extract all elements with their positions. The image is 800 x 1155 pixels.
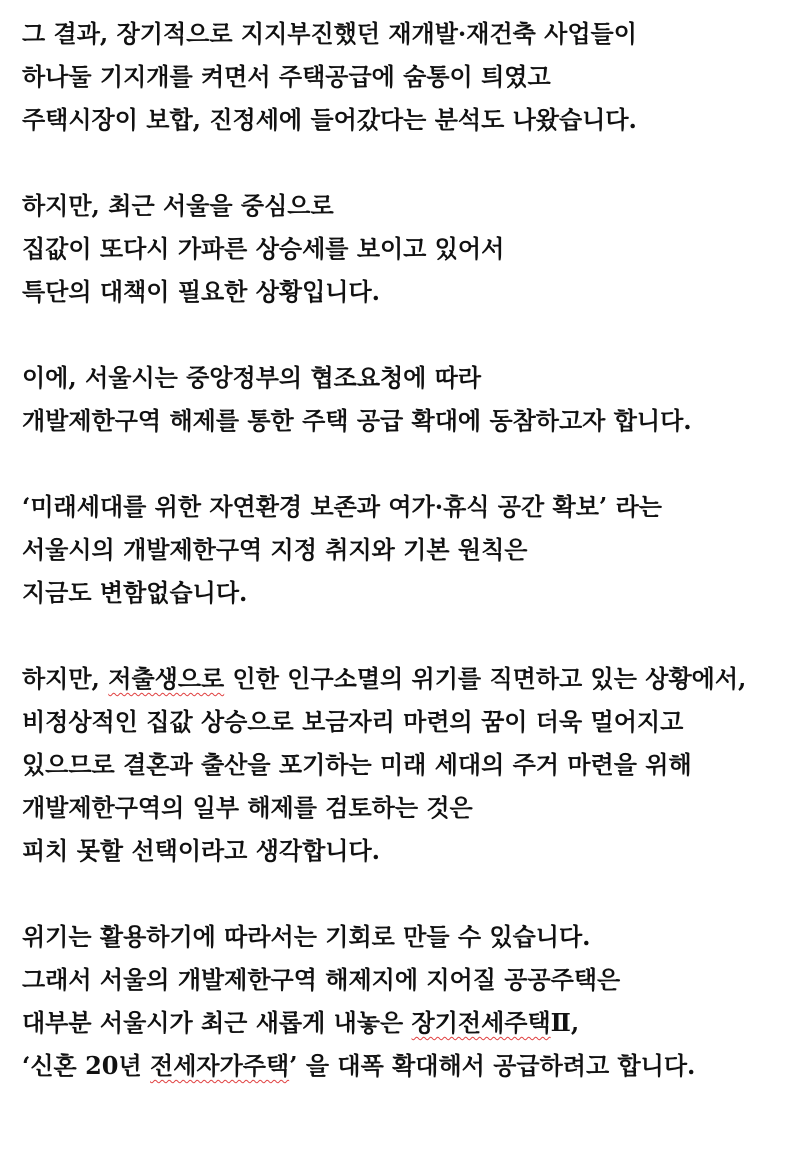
text-line	[22, 786, 798, 829]
paragraph-spacer	[22, 872, 798, 915]
text-run: Ⅱ,	[550, 1008, 580, 1037]
text-line	[22, 55, 798, 98]
text-run: 그 결과, 장기적으로 지지부진했던 재개발·재건축 사업들이	[22, 19, 637, 48]
text-run: 피치 못할 선택이라고 생각합니다.	[22, 836, 380, 865]
text-run: 하나둘 기지개를 켜면서 주택공급에 숨통이 틔였고	[22, 62, 551, 91]
text-run: 인한 인구소멸의 위기를 직면하고 있는 상황에서,	[224, 664, 747, 693]
text-line	[22, 829, 798, 872]
text-run: ’ 을 대폭 확대해서 공급하려고 합니다.	[289, 1051, 696, 1080]
text-run: 하지만, 최근 서울을 중심으로	[22, 191, 334, 220]
text-run: 비정상적인 집값 상승으로 보금자리 마련의 꿈이 더욱 멀어지고	[22, 707, 684, 736]
text-run: 집값이 또다시 가파른 상승세를 보이고 있어서	[22, 234, 505, 263]
paragraph	[22, 657, 798, 872]
text-line	[22, 1044, 798, 1087]
spellcheck-flagged-word: 장기전세주택	[411, 1008, 551, 1037]
paragraph-spacer	[22, 313, 798, 356]
text-line	[22, 571, 798, 614]
text-run: ‘신혼 20년	[22, 1051, 151, 1080]
text-line	[22, 1001, 798, 1044]
text-line	[22, 915, 798, 958]
text-run: 위기는 활용하기에 따라서는 기회로 만들 수 있습니다.	[22, 922, 591, 951]
document-body	[22, 12, 798, 1087]
text-run: 주택시장이 보합, 진정세에 들어갔다는 분석도 나왔습니다.	[22, 105, 637, 134]
text-run: 대부분 서울시가 최근 새롭게 내놓은	[22, 1008, 412, 1037]
spellcheck-flagged-word: 전세자가주택	[150, 1051, 290, 1080]
text-line	[22, 528, 798, 571]
text-line	[22, 399, 798, 442]
text-run: 특단의 대책이 필요한 상황입니다.	[22, 277, 380, 306]
text-line	[22, 184, 798, 227]
text-run: 서울시의 개발제한구역 지정 취지와 기본 원칙은	[22, 535, 528, 564]
text-run: 하지만,	[22, 664, 109, 693]
paragraph-spacer	[22, 614, 798, 657]
text-run: ‘미래세대를 위한 자연환경 보존과 여가·휴식 공간 확보’ 라는	[22, 492, 662, 521]
text-run: 있으므로 결혼과 출산을 포기하는 미래 세대의 주거 마련을 위해	[22, 750, 692, 779]
text-line	[22, 743, 798, 786]
text-run: 이에, 서울시는 중앙정부의 협조요청에 따라	[22, 363, 482, 392]
text-run: 개발제한구역의 일부 해제를 검토하는 것은	[22, 793, 473, 822]
paragraph	[22, 485, 798, 614]
text-run: 지금도 변함없습니다.	[22, 578, 248, 607]
paragraph	[22, 184, 798, 313]
text-line	[22, 227, 798, 270]
paragraph	[22, 356, 798, 442]
paragraph-spacer	[22, 442, 798, 485]
text-line	[22, 270, 798, 313]
spellcheck-flagged-word: 저출생으로	[108, 664, 225, 693]
text-run: 그래서 서울의 개발제한구역 해제지에 지어질 공공주택은	[22, 965, 621, 994]
text-line	[22, 700, 798, 743]
text-line	[22, 958, 798, 1001]
text-line	[22, 657, 798, 700]
text-line	[22, 98, 798, 141]
paragraph	[22, 915, 798, 1087]
text-run: 개발제한구역 해제를 통한 주택 공급 확대에 동참하고자 합니다.	[22, 406, 692, 435]
text-line	[22, 12, 798, 55]
text-line	[22, 356, 798, 399]
paragraph	[22, 12, 798, 141]
paragraph-spacer	[22, 141, 798, 184]
text-line	[22, 485, 798, 528]
